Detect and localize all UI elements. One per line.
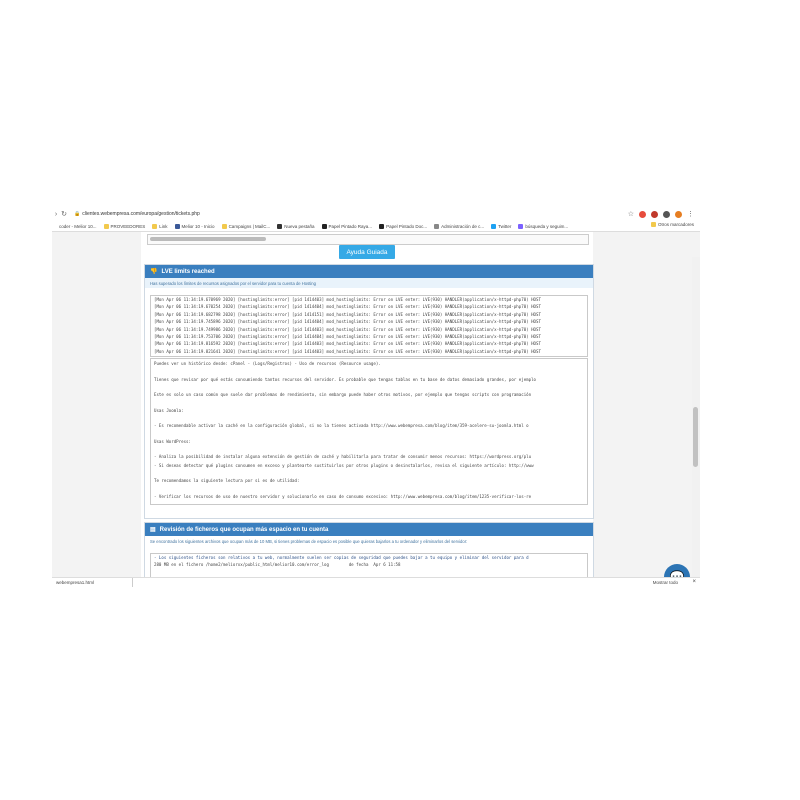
lve-panel-title: LVE limits reached [161, 268, 215, 275]
bookmark-favicon-icon [518, 224, 523, 229]
bookmark-favicon-icon [152, 224, 157, 229]
recommendation-paragraph: Este es solo un caso común que suele dar problemas de rendimiento, sin embargo puede haber otros motivos, por ejemplo que tengas scripts con programación [154, 392, 532, 397]
bookmark-label: coder - Melior 10... [59, 223, 97, 229]
file-line: 280 MB en el fichero /home2/meliorxx/public_html/melior10.com/error_log de fecha Apr 6 11:58 [154, 562, 401, 568]
file-line: - Los siguientes ficheros son relativos a tu web, normalmente suelen ser copias de seguridad que puedes bajar a tu equipo y eliminar del servidor para d [154, 555, 529, 560]
folder-icon [651, 222, 656, 227]
bookmark-label: Campaigns | MailC... [228, 223, 271, 229]
bookmark-favicon-icon [379, 224, 384, 229]
show-all-downloads-link[interactable]: Mostrar todo [652, 580, 678, 585]
menu-icon[interactable]: ⋮ [687, 211, 694, 218]
bookmark-favicon-icon [104, 224, 109, 229]
star-icon[interactable]: ☆ [627, 211, 634, 218]
bookmark-favicon-icon [322, 224, 327, 229]
bookmark-label: Papel Pintado Doc... [386, 223, 428, 229]
bookmark-label: Nueva pestaña [284, 223, 315, 229]
bookmark-favicon-icon [52, 224, 57, 229]
bookmark-label: PROVEEDORES [110, 223, 146, 229]
file-icon: ▤ [150, 527, 156, 533]
recommendation-paragraph: - Verificar los recursos de uso de nuestro servidor y solucionarlo en caso de consumo excesivo: http://www.webempresa.com/blog/item/1235-verificar-los-re [154, 493, 532, 499]
bookmark-item[interactable] [434, 224, 484, 229]
bookmark-favicon-icon [491, 224, 496, 229]
recommendation-paragraph: Usas Joomla: [154, 407, 184, 413]
log-line: [Mon Apr 06 11:34:19.753706 2020] [hostinglimits:error] [pid 1414404] mod_hostinglimits: Error on LVE enter: LVE(930) HANDLER(application/x-httpd-php70) HOST [154, 333, 541, 339]
bookmark-item[interactable] [222, 224, 271, 229]
bookmark-item[interactable] [518, 224, 568, 229]
bookmark-item[interactable] [322, 224, 373, 229]
log-output[interactable] [150, 295, 588, 357]
url-text[interactable]: clientes.webempresa.com/europa/gestion/tickets.php [82, 211, 200, 217]
log-line: [Mon Apr 06 11:34:19.821641 2020] [hostinglimits:error] [pid 1414403] mod_hostinglimits: Error on LVE enter: LVE(930) HANDLER(application/x-httpd-php70) HOST [154, 348, 541, 354]
log-line: [Mon Apr 06 11:34:19.670969 2020] [hostinglimits:error] [pid 1414403] mod_hostinglimits: Error on LVE enter: LVE(930) HANDLER(application/x-httpd-php70) HOST [154, 297, 541, 302]
files-panel-header [145, 523, 593, 536]
recommendations-box[interactable] [150, 358, 588, 505]
ticket-content [141, 232, 593, 577]
browser-toolbar-icons [628, 210, 694, 218]
bookmark-label: Link [159, 223, 168, 229]
bookmark-item[interactable] [52, 224, 97, 229]
vertical-scrollbar[interactable] [692, 257, 700, 587]
lve-panel-subtitle: Has superado los límites de recursos asignados por el servidor para tu cuenta de Hosting [145, 278, 593, 288]
bookmark-favicon-icon [222, 224, 227, 229]
bookmark-favicon-icon [277, 224, 282, 229]
bookmark-label: Administración de c... [441, 223, 485, 229]
bookmark-label: Twitter [498, 223, 512, 229]
extension-icon[interactable] [651, 211, 658, 218]
reload-icon[interactable]: ↻ [61, 211, 67, 218]
recommendation-paragraph: Tienes que revisar por qué estás consumiendo tantos recursos del servidor. Es probable que tengas tablas en tu base de datos demasiado grandes, por ejemplo [154, 376, 537, 382]
download-shelf [52, 577, 700, 587]
bookmark-favicon-icon [175, 224, 180, 229]
log-line: [Mon Apr 06 11:34:19.745896 2020] [hostinglimits:error] [pid 1414404] mod_hostinglimits: Error on LVE enter: LVE(930) HANDLER(application/x-httpd-php70) HOST [154, 319, 541, 325]
bookmark-item[interactable] [104, 224, 146, 229]
log-line: [Mon Apr 06 11:34:19.816592 2020] [hostinglimits:error] [pid 1414403] mod_hostinglimits: Error on LVE enter: LVE(930) HANDLER(application/x-httpd-php70) HOST [154, 341, 541, 347]
horizontal-scrollbar[interactable] [147, 234, 589, 245]
extension-icon[interactable] [663, 211, 670, 218]
scrollbar-thumb[interactable] [693, 407, 698, 467]
profile-avatar-icon[interactable] [675, 211, 682, 218]
recommendation-paragraph: Te recomendamos la siguiente lectura por si es de utilidad: [154, 478, 300, 483]
forward-icon[interactable]: › [54, 210, 58, 218]
files-panel-title: Revisión de ficheros que ocupan más espacio en tu cuenta [159, 526, 329, 533]
log-line: [Mon Apr 06 11:34:19.670254 2020] [hostinglimits:error] [pid 1414404] mod_hostinglimits: Error on LVE enter: LVE(930) HANDLER(application/x-httpd-php70) HOST [154, 304, 541, 310]
lve-panel-header [145, 265, 593, 278]
address-bar-row [52, 207, 700, 221]
bookmark-item[interactable] [379, 224, 427, 229]
log-line: [Mon Apr 06 11:34:19.749986 2020] [hostinglimits:error] [pid 1414403] mod_hostinglimits: Error on LVE enter: LVE(930) HANDLER(application/x-httpd-php70) HOST [154, 326, 541, 332]
other-bookmarks-folder[interactable] [651, 222, 694, 227]
download-item[interactable] [52, 578, 133, 587]
files-panel-subtitle: Se encontrado los siguientes archivos que ocupan más de 10 MB, si tienes problemas de espacio es posible que quieras bajarlos a tu ordenador y eliminarlos del servidor: [145, 536, 593, 546]
large-files-panel [144, 522, 594, 584]
recommendation-paragraph: - Analiza la posibilidad de instalar alguna extensión de gestión de caché y habilitarla para tratar de consumir menos recursos: https://wordpress.org/plu - Si deseas detectar qué plugins consumen en exceso y plantearte sustituirlos por otros plugins o desinstalarlos, revisa el siguiente artículo: http://www [154, 454, 534, 468]
bookmark-label: Papel Pintado Raya... [328, 223, 373, 229]
browser-window [52, 207, 700, 587]
extension-icon[interactable] [639, 211, 646, 218]
bookmark-label: búsqueda y seguim... [525, 223, 569, 229]
log-line: [Mon Apr 06 11:34:19.682798 2020] [hostinglimits:error] [pid 1414151] mod_hostinglimits: Error on LVE enter: LVE(930) HANDLER(application/x-httpd-php70) HOST [154, 311, 541, 317]
bookmark-favicon-icon [434, 224, 439, 229]
recommendation-paragraph: - Es recomendable activar la caché en la configuración global, si no la tienes activada http://www.webempresa.com/blog/item/359-acelere-su-joomla.html o [154, 423, 529, 428]
bookmark-item[interactable] [175, 224, 215, 229]
thumbs-down-icon: 👎 [150, 269, 158, 275]
lve-limits-panel [144, 264, 594, 519]
bookmark-item[interactable] [491, 224, 511, 229]
bookmark-label: Melior 10 - Inicio [181, 223, 215, 229]
recommendation-paragraph: Puedes ver un histórico desde: cPanel - (Logs/Registros) - Uso de recursos (Resource usage). [154, 361, 381, 366]
bookmark-item[interactable] [152, 224, 167, 229]
lock-icon: 🔒 [74, 211, 81, 217]
bookmark-item[interactable] [277, 224, 314, 229]
download-filename: webempresa1.html [56, 580, 95, 585]
close-shelf-button[interactable]: × [692, 579, 696, 585]
page-background [52, 232, 700, 577]
recommendation-paragraph: Usas WordPress: [154, 438, 191, 444]
other-bookmarks-label: Otros marcadores [657, 222, 694, 227]
bookmarks-bar [52, 221, 700, 232]
ayuda-guiada-button[interactable]: Ayuda Guiada [339, 245, 395, 259]
scrollbar-thumb[interactable] [150, 237, 266, 241]
